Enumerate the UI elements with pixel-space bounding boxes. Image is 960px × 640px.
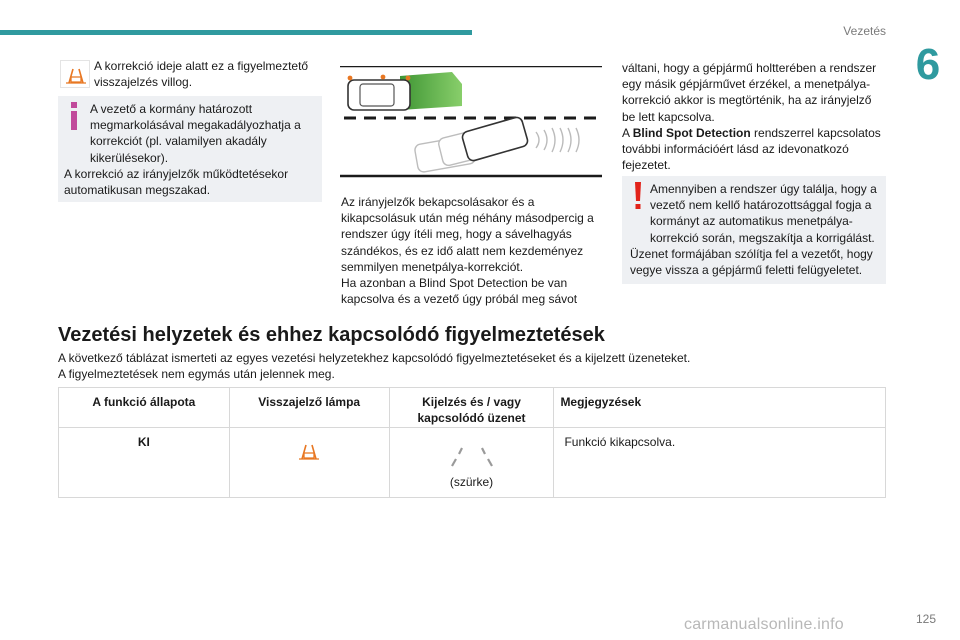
car-top	[348, 80, 410, 110]
watermark: carmanualsonline.info	[684, 616, 844, 633]
lane-keep-warning-icon	[60, 60, 90, 88]
section-header: Vezetés	[843, 24, 886, 38]
car-bottom-front	[461, 116, 529, 162]
cell-display	[389, 428, 554, 498]
alert-line-1: Amennyiben a rendszer úgy találja, hogy a vezető nem kellő határozottsággal fogja a kormányt az automatikus menetpálya-korrekció során, megszakítja a korrigálást.	[650, 182, 877, 245]
blinker-text-1: Az irányjelzők bekapcsolásakor és a kikapcsolásuk után még néhány másodpercig a rendszer úgy ítéli meg, hogy a sávelhagyás szándékos, és ez idő alatt nem kezdeményez semmilyen menetpálya-korrekciót.	[341, 195, 594, 274]
lane-lines-grey-icon	[432, 442, 512, 470]
blinker-text-2: Ha azonban a Blind Spot Detection be van kapcsolva és a vezető úgy próbál meg sávot	[341, 276, 578, 307]
info-line-1: A vezető a kormány határozott megmarkolásával megakadályozhatja a korrekciót (pl. valamilyen akadály kikerülésekor).	[90, 102, 301, 165]
header-accent-bar	[0, 30, 472, 35]
cell-state: KI	[59, 428, 230, 498]
reference-bold: Blind Spot Detection	[632, 125, 751, 140]
cell-lamp	[229, 428, 389, 498]
header-display: Kijelzés és / vagy kapcsolódó üzenet	[389, 388, 554, 428]
table-row	[59, 428, 886, 498]
alert-box	[622, 176, 886, 284]
header-lamp: Visszajelző lámpa	[229, 388, 389, 428]
blind-spot-text: váltani, hogy a gépjármű holtterében a rendszer egy másik gépjárművet érzékel, a menetpálya-korrekció akkor is megtörténik, ha az irányjelző be lett kapcsolva.	[622, 61, 877, 124]
display-caption: (szürke)	[449, 475, 494, 489]
section-title: Vezetési helyzetek és ehhez kapcsolódó figyelmeztetések	[58, 324, 605, 346]
lane-change-illustration	[340, 66, 602, 178]
blind-spot-reference	[622, 125, 886, 174]
blinker-paragraph	[341, 194, 603, 307]
reference-prefix: A	[622, 125, 630, 140]
intro-line-2: A figyelmeztetések nem egymás után jelennek meg.	[58, 366, 335, 381]
header-state: A funkció állapota	[59, 388, 230, 428]
table-header-row	[59, 388, 886, 428]
section-intro	[58, 351, 888, 382]
correction-note-text: A korrekció ideje alatt ez a figyelmeztető visszajelzés villog.	[94, 59, 309, 90]
page-number: 125	[915, 612, 936, 626]
header-notes: Megjegyzések	[554, 388, 886, 428]
cell-notes: Funkció kikapcsolva.	[554, 428, 886, 498]
alert-icon	[634, 182, 642, 210]
alert-line-2: Üzenet formájában szólítja fel a vezetőt, hogy vegye vissza a gépjármű feletti felügyeletet.	[630, 246, 873, 278]
info-line-2: A korrekció az irányjelzők működtetésekor automatikusan megszakad.	[64, 166, 289, 198]
info-box	[58, 96, 322, 202]
chapter-number: 6	[915, 40, 941, 89]
reference-rest: rendszerrel kapcsolatos további információért lásd az idevonatkozó fejezetet.	[622, 125, 881, 173]
intro-line-1: A következő táblázat ismerteti az egyes vezetési helyzetekhez kapcsolódó figyelmeztetéseket és a kijelzett üzeneteket.	[58, 351, 691, 365]
blind-spot-paragraph	[622, 60, 886, 173]
correction-note	[58, 58, 322, 90]
lane-keep-lamp-icon	[295, 438, 323, 464]
info-icon	[69, 102, 79, 130]
warnings-table	[58, 387, 886, 498]
